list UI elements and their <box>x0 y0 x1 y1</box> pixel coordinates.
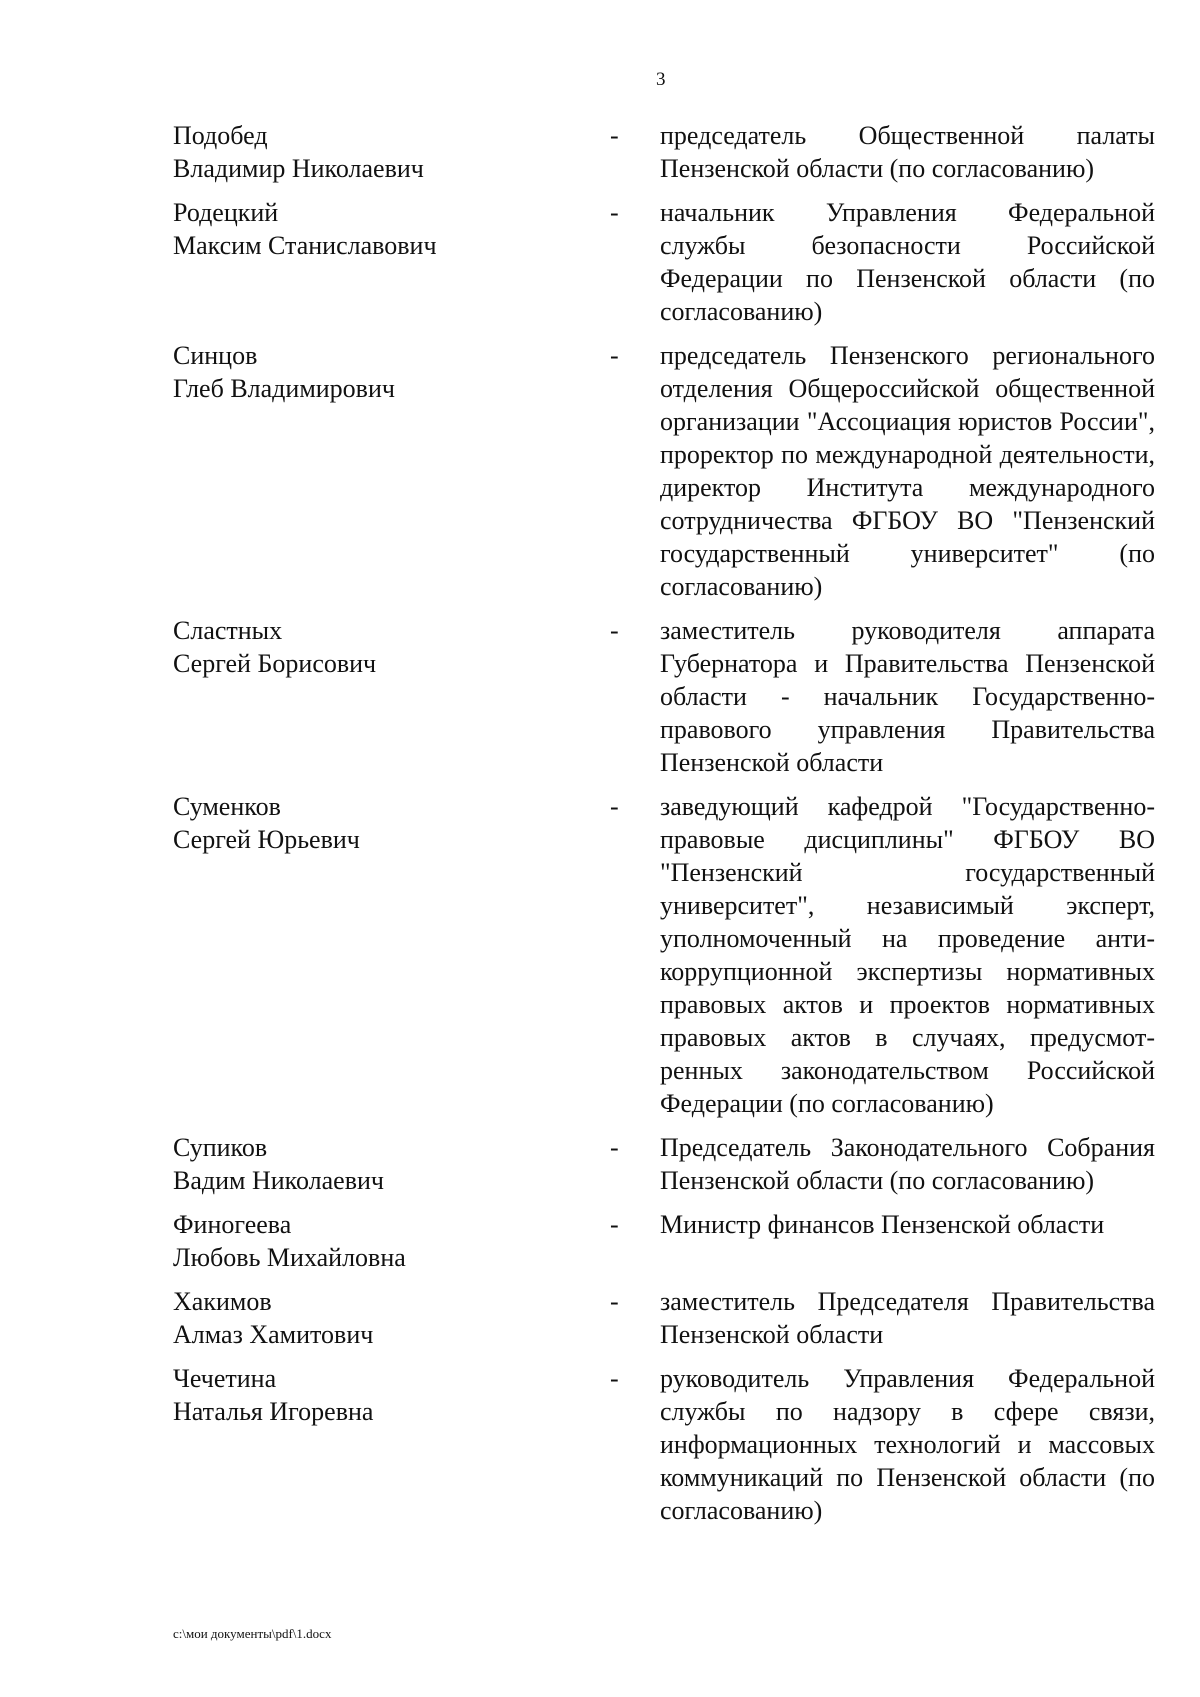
member-role: заведующий кафедрой "Государственно-правовые дисциплины" ФГБОУ ВО "Пензенский государственный университет", независимый эксперт, уполномоченный на проведение анти-коррупционной экспертизы нормативных правовых актов и проектов нормативных правовых актов в случаях, предусмот-ренных законодательством Российской Федерации (по согласованию) <box>660 792 1155 1118</box>
member-given-names: Наталья Игоревна <box>173 1397 374 1426</box>
separator-dash: - <box>610 198 619 227</box>
member-given-names: Владимир Николаевич <box>173 154 424 183</box>
member-given-names: Глеб Владимирович <box>173 374 395 403</box>
member-name <box>173 1285 610 1351</box>
member-given-names: Сергей Борисович <box>173 649 377 678</box>
member-surname: Хакимов <box>173 1287 272 1316</box>
member-role: заместитель руководителя аппарата Губернатора и Правительства Пензенской области - начальник Государственно-правового управления Правительства Пензенской области <box>660 616 1155 777</box>
member-given-names: Любовь Михайловна <box>173 1243 406 1272</box>
member-given-names: Алмаз Хамитович <box>173 1320 374 1349</box>
member-role: заместитель Председателя Правительства Пензенской области <box>660 1287 1155 1349</box>
member-given-names: Сергей Юрьевич <box>173 825 360 854</box>
member-role: начальник Управления Федеральной службы безопасности Российской Федерации по Пензенской области (по согласованию) <box>660 198 1155 326</box>
member-name <box>173 614 610 680</box>
member-name <box>173 196 610 262</box>
member-list <box>173 119 1158 1538</box>
separator-dash: - <box>610 341 619 370</box>
separator-dash: - <box>610 1210 619 1239</box>
member-role: председатель Пензенского регионального отделения Общероссийской общественной организации "Ассоциация юристов России", проректор по международной деятельности, директор Института международного сотрудничества ФГБОУ ВО "Пензенский государственный университет" (по согласованию) <box>660 341 1155 601</box>
member-given-names: Вадим Николаевич <box>173 1166 384 1195</box>
member-surname: Подобед <box>173 121 268 150</box>
member-role: руководитель Управления Федеральной службы по надзору в сфере связи, информационных технологий и массовых коммуникаций по Пензенской области (по согласованию) <box>660 1364 1155 1525</box>
list-item <box>173 790 1158 1120</box>
list-item <box>173 339 1158 603</box>
member-role: председатель Общественной палаты Пензенской области (по согласованию) <box>660 121 1155 183</box>
list-item <box>173 119 1158 185</box>
member-surname: Супиков <box>173 1133 268 1162</box>
member-role: Министр финансов Пензенской области <box>660 1210 1105 1239</box>
separator-dash: - <box>610 1287 619 1316</box>
list-item <box>173 1208 1158 1274</box>
member-given-names: Максим Станиславович <box>173 231 437 260</box>
member-name <box>173 339 610 405</box>
list-item <box>173 1285 1158 1351</box>
separator-dash: - <box>610 792 619 821</box>
member-surname: Чечетина <box>173 1364 277 1393</box>
member-name <box>173 1362 610 1428</box>
footer-file-path: c:\мои документы\pdf\1.docx <box>173 1626 332 1641</box>
list-item <box>173 1362 1158 1527</box>
page-number: 3 <box>656 69 666 90</box>
member-surname: Сластных <box>173 616 283 645</box>
separator-dash: - <box>610 1364 619 1393</box>
member-surname: Суменков <box>173 792 281 821</box>
member-surname: Родецкий <box>173 198 279 227</box>
separator-dash: - <box>610 121 619 150</box>
list-item <box>173 614 1158 779</box>
separator-dash: - <box>610 616 619 645</box>
list-item <box>173 196 1158 328</box>
member-name <box>173 119 610 185</box>
member-name <box>173 790 610 856</box>
member-role: Председатель Законодательного Собрания Пензенской области (по согласованию) <box>660 1133 1155 1195</box>
member-surname: Финогеева <box>173 1210 292 1239</box>
separator-dash: - <box>610 1133 619 1162</box>
member-surname: Синцов <box>173 341 258 370</box>
member-name <box>173 1208 610 1274</box>
member-name <box>173 1131 610 1197</box>
list-item <box>173 1131 1158 1197</box>
